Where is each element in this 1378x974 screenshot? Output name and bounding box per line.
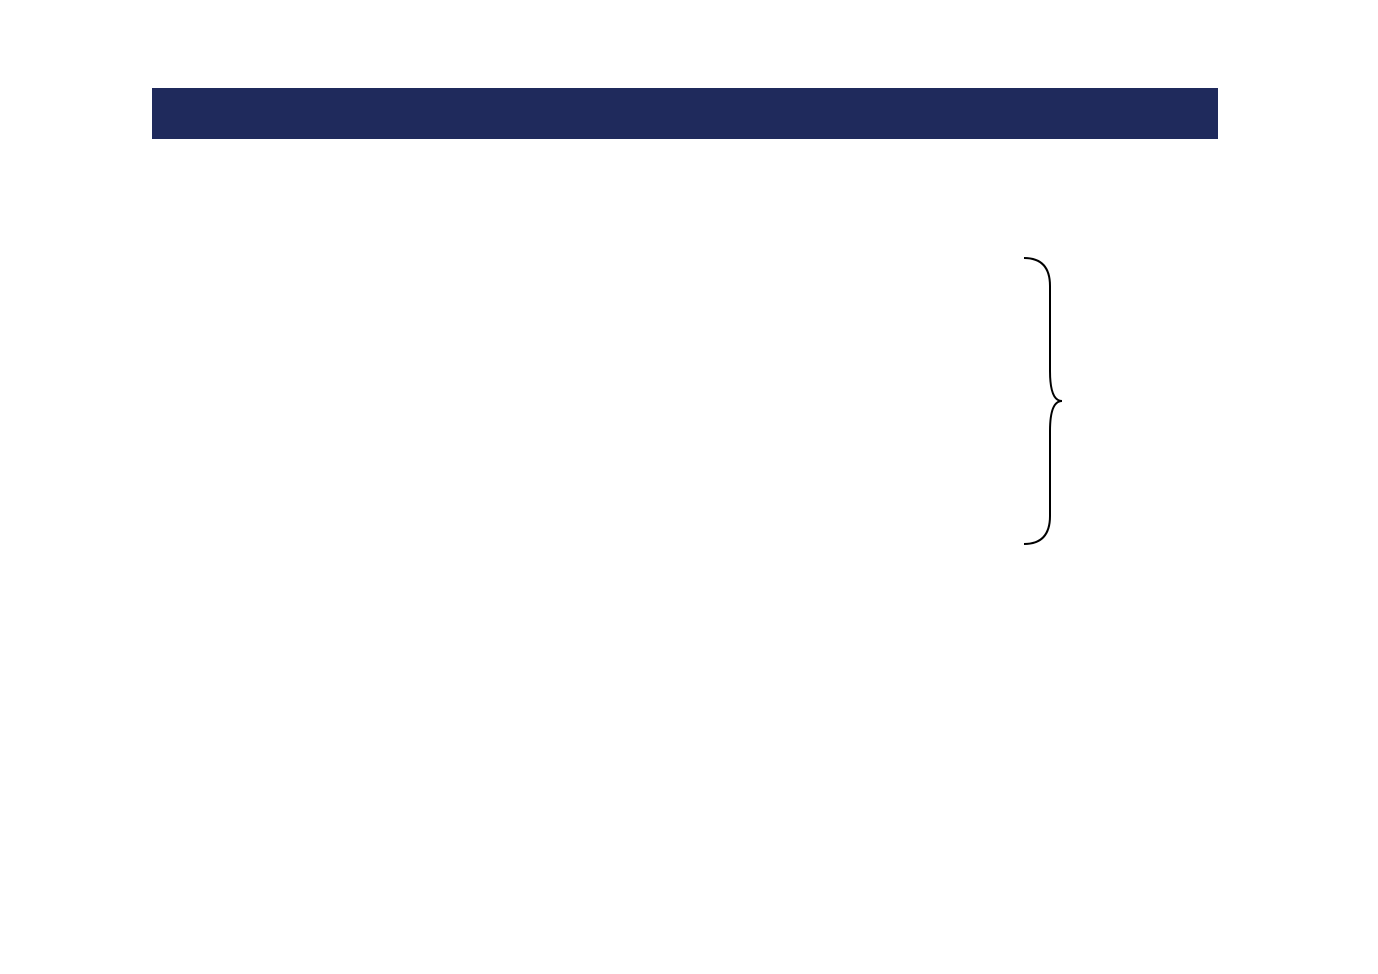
right-brace: [1022, 256, 1062, 546]
page-title: [152, 88, 1218, 139]
